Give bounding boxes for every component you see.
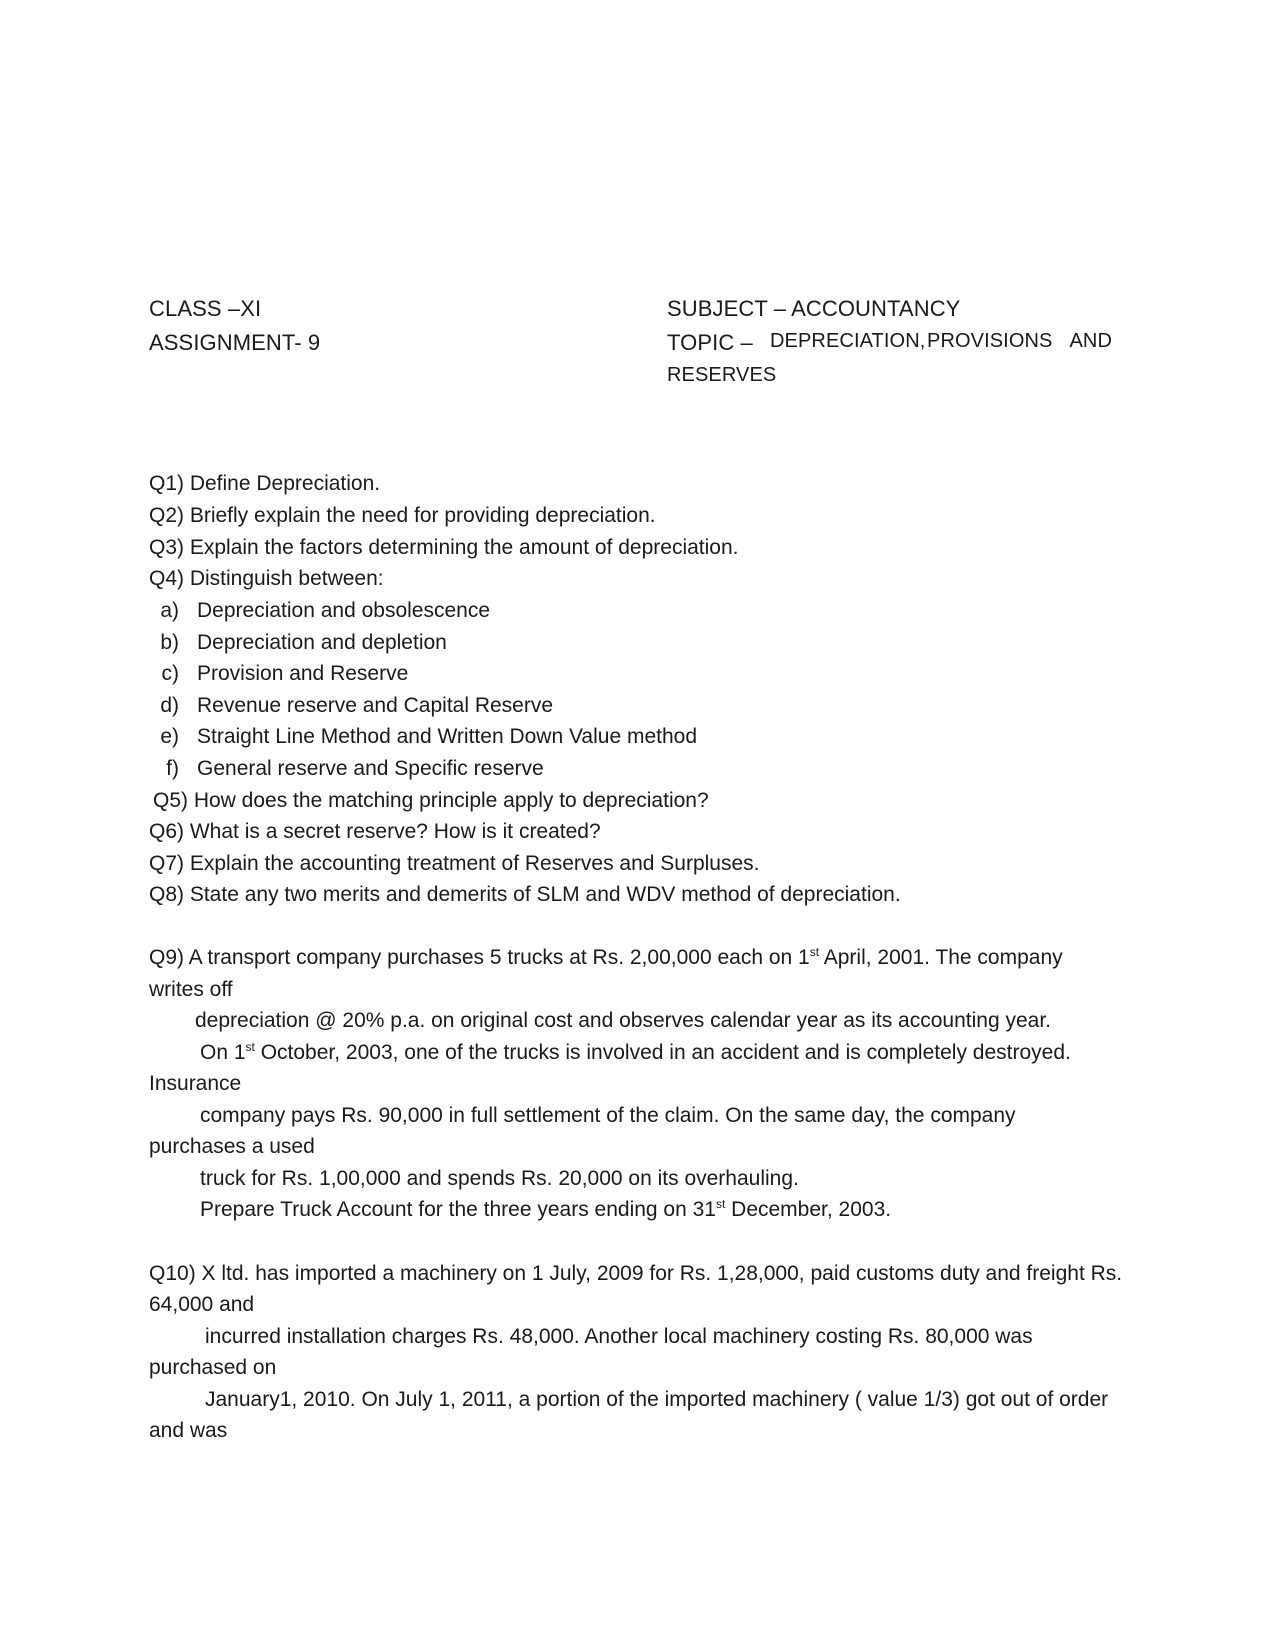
q9-sup: st: [809, 945, 820, 959]
question-10-line-6: and was: [149, 1419, 228, 1442]
q4-item-e: [143, 725, 697, 749]
question-7: Q7) Explain the accounting treatment of Reserves and Surpluses.: [149, 852, 760, 875]
topic-word-and: AND: [1069, 330, 1112, 352]
list-item-label: f): [166, 757, 179, 780]
q9-text-b: April, 2001. The company: [819, 946, 1063, 969]
q9-sup: st: [715, 1197, 726, 1211]
list-item-label: b): [160, 631, 179, 654]
list-item-label: e): [160, 725, 179, 748]
question-9-line-3: depreciation @ 20% p.a. on original cost and observes calendar year as its accounting year.: [195, 1009, 1051, 1032]
topic-prefix: TOPIC –: [667, 330, 753, 355]
topic-word-reserves: RESERVES: [667, 364, 777, 386]
q9-sup: st: [245, 1040, 255, 1054]
question-5: Q5) How does the matching principle apply to depreciation?: [153, 789, 709, 812]
q9-text-a: Q9) A transport company purchases 5 trucks at Rs. 2,00,000 each on 1: [149, 946, 810, 969]
list-item-text: Straight Line Method and Written Down Value method: [197, 725, 698, 748]
question-9-line-4: [200, 1041, 1071, 1065]
question-2: Q2) Briefly explain the need for providing depreciation.: [149, 504, 656, 527]
question-10-line-3: incurred installation charges Rs. 48,000. Another local machinery costing Rs. 80,000 was: [205, 1325, 1033, 1348]
list-item-text: Provision and Reserve: [197, 662, 409, 685]
question-9-line-8: truck for Rs. 1,00,000 and spends Rs. 20,000 on its overhauling.: [200, 1167, 799, 1190]
question-10-line-2: 64,000 and: [149, 1293, 255, 1316]
question-9-line-7: purchases a used: [149, 1135, 315, 1158]
subject-label: SUBJECT – ACCOUNTANCY: [667, 296, 961, 321]
class-label: CLASS –XI: [149, 296, 262, 321]
question-9-line-5: Insurance: [149, 1072, 242, 1095]
topic-line: [667, 330, 1112, 356]
q4-item-a: [143, 599, 490, 623]
question-9-line-1: [149, 946, 1063, 970]
question-9-line-9: [200, 1198, 891, 1222]
question-10-line-1: Q10) X ltd. has imported a machinery on 1 July, 2009 for Rs. 1,28,000, paid customs duty and freight Rs.: [149, 1262, 1123, 1285]
question-9-line-6: company pays Rs. 90,000 in full settlement of the claim. On the same day, the company: [200, 1104, 1016, 1127]
question-3: Q3) Explain the factors determining the amount of depreciation.: [149, 536, 739, 559]
question-9-line-2: writes off: [149, 978, 233, 1001]
q4-item-f: [143, 757, 544, 781]
list-item-text: Depreciation and obsolescence: [197, 599, 491, 622]
assignment-label: ASSIGNMENT- 9: [149, 330, 321, 355]
q9-text-e: Prepare Truck Account for the three years ending on 31: [200, 1198, 716, 1221]
topic-word-depreciation: DEPRECIATION,: [770, 330, 926, 352]
q9-text-c: On 1: [200, 1041, 246, 1064]
question-6: Q6) What is a secret reserve? How is it created?: [149, 820, 601, 843]
list-item-text: General reserve and Specific reserve: [197, 757, 544, 780]
q9-text-f: December, 2003.: [725, 1198, 892, 1221]
list-item-text: Depreciation and depletion: [197, 631, 447, 654]
list-item-label: a): [160, 599, 179, 622]
q4-item-c: [143, 662, 408, 686]
q9-text-d: October, 2003, one of the trucks is involved in an accident and is completely destroyed.: [254, 1041, 1071, 1064]
question-10-line-5: January1, 2010. On July 1, 2011, a portion of the imported machinery ( value 1/3) got out of order: [205, 1388, 1109, 1411]
question-8: Q8) State any two merits and demerits of SLM and WDV method of depreciation.: [149, 883, 901, 906]
list-item-text: Revenue reserve and Capital Reserve: [197, 694, 554, 717]
question-10-line-4: purchased on: [149, 1356, 277, 1379]
q4-item-d: [143, 694, 553, 718]
topic-word-provisions: PROVISIONS: [927, 330, 1053, 352]
list-item-label: c): [161, 662, 179, 685]
question-1: Q1) Define Depreciation.: [149, 472, 381, 495]
question-4: Q4) Distinguish between:: [149, 567, 384, 590]
q4-item-b: [143, 631, 447, 655]
list-item-label: d): [160, 694, 179, 717]
